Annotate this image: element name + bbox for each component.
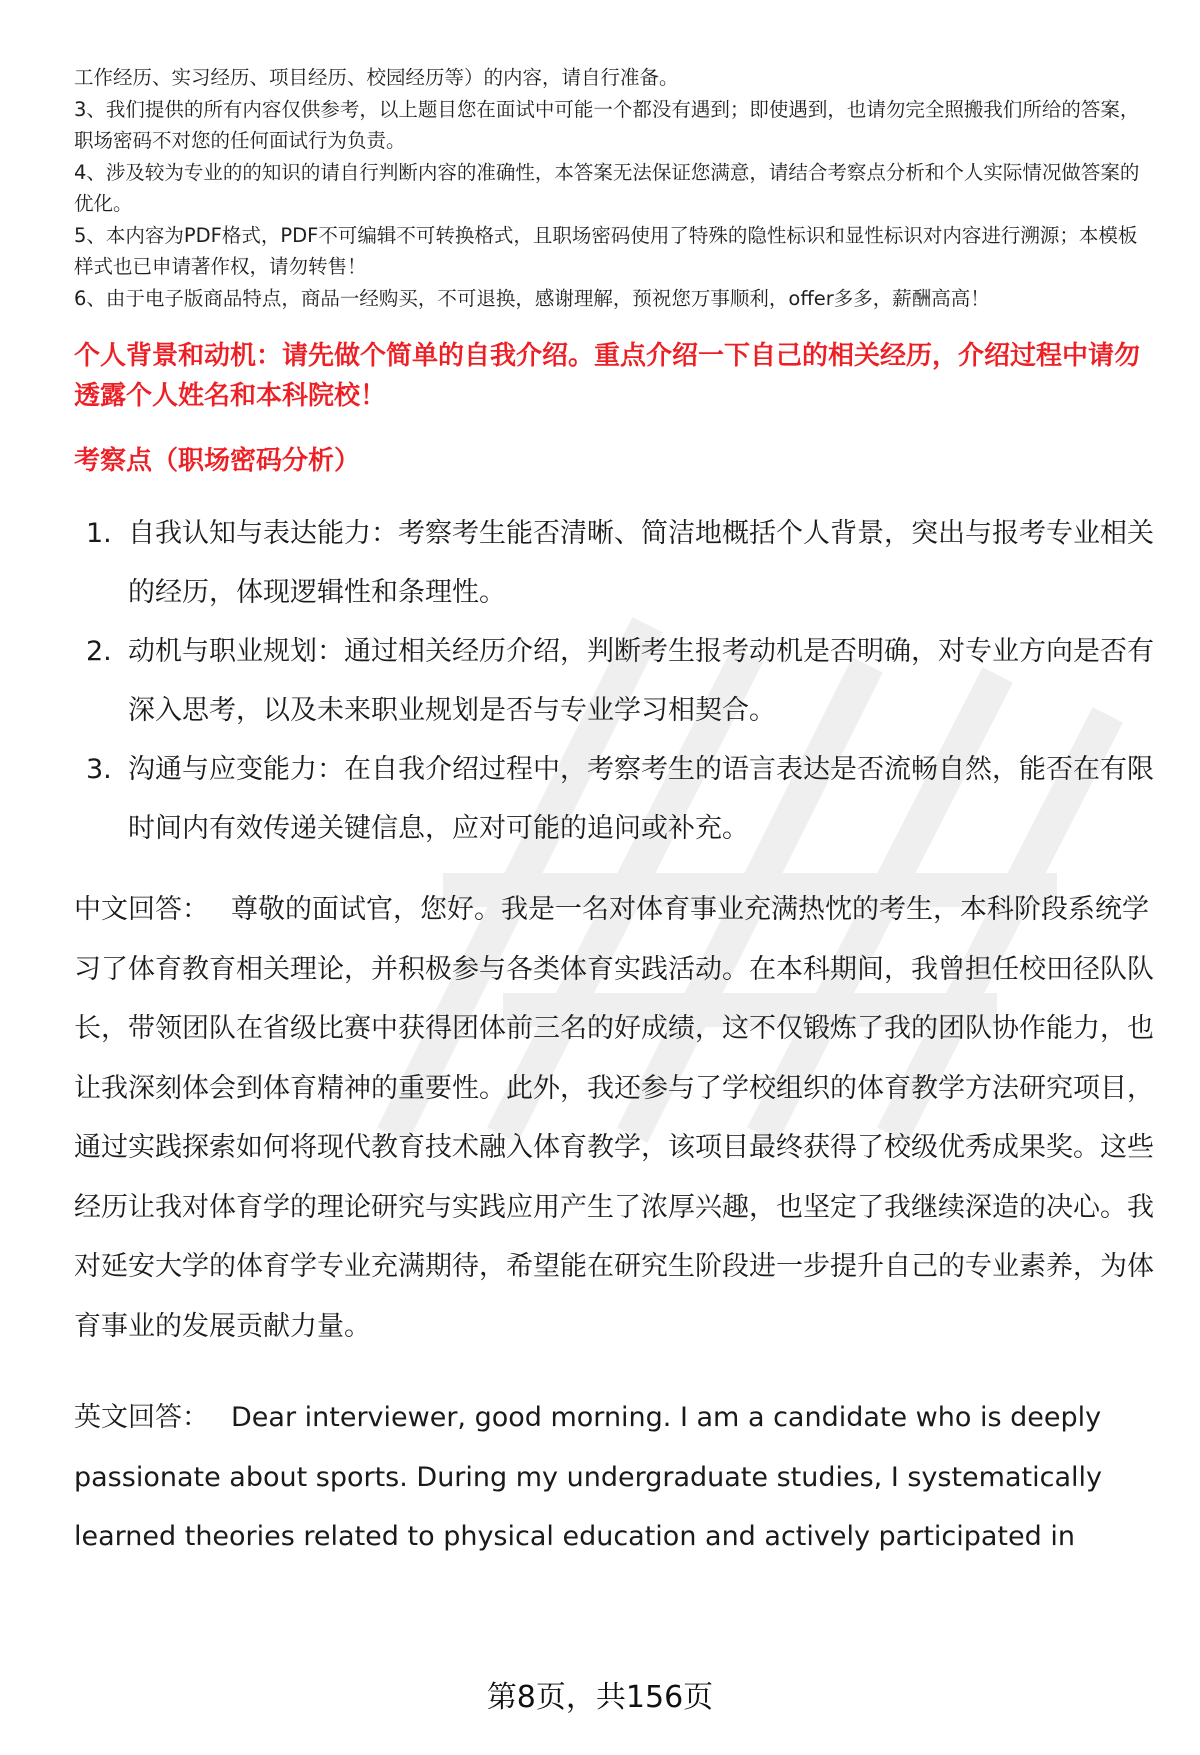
- question-heading: 个人背景和动机：请先做个简单的自我介绍。重点介绍一下自己的相关经历，介绍过程中请勿透露个人姓名和本科院校！: [74, 341, 1141, 411]
- notice-item: 3、我们提供的所有内容仅供参考，以上题目您在面试中可能一个都没有遇到；即使遇到，也请勿完全照搬我们所给的答案，职场密码不对您的任何面试行为负责。: [74, 97, 1140, 152]
- answer-chinese-text: 尊敬的面试官，您好。我是一名对体育事业充满热忱的考生，本科阶段系统学习了体育教育相关理论，并积极参与各类体育实践活动。在本科期间，我曾担任校田径队队长，带领团队在省级比赛中获得团体前三名的好成绩，这不仅锻炼了我的团队协作能力，也让我深刻体会到体育精神的重要性。此外，我还参与了学校组织的体育教学方法研究项目，通过实践探索如何将现代教育技术融入体育教学，该项目最终获得了校级优秀成果奖。这些经历让我对体育学的理论研究与实践应用产生了浓厚兴趣，也坚定了我继续深造的决心。我对延安大学的体育学专业充满期待，希望能在研究生阶段进一步提升自己的专业素养，为体育事业的发展贡献力量。: [74, 894, 1154, 1342]
- analysis-heading: 考察点（职场密码分析）: [74, 446, 361, 476]
- page-number: 第8页，共156页: [486, 1680, 714, 1715]
- notice-list: [74, 62, 1154, 314]
- notice-item: 工作经历、实习经历、项目经历、校园经历等）的内容，请自行准备。: [74, 66, 679, 89]
- analysis-point: [74, 504, 1154, 622]
- answer-english: [74, 1388, 1154, 1567]
- point-number: 1.: [86, 518, 112, 549]
- point-number: 3.: [86, 754, 112, 785]
- page-content: [74, 62, 1154, 1567]
- analysis-point: [74, 740, 1154, 858]
- point-text: 动机与职业规划：通过相关经历介绍，判断考生报考动机是否明确，对专业方向是否有深入思考，以及未来职业规划是否与专业学习相契合。: [128, 636, 1154, 726]
- answer-english-label: 英文回答：: [74, 1402, 209, 1433]
- point-text: 沟通与应变能力：在自我介绍过程中，考察考生的语言表达是否流畅自然，能否在有限时间内有效传递关键信息，应对可能的追问或补充。: [128, 754, 1154, 844]
- answer-chinese-label: 中文回答：: [74, 894, 209, 925]
- notice-item: 5、本内容为PDF格式，PDF不可编辑不可转换格式，且职场密码使用了特殊的隐性标识和显性标识对内容进行溯源；本模板样式也已申请著作权，请勿转售！: [74, 223, 1138, 278]
- point-number: 2.: [86, 636, 112, 667]
- notice-item: 4、涉及较为专业的的知识的请自行判断内容的准确性，本答案无法保证您满意，请结合考察点分析和个人实际情况做答案的优化。: [74, 160, 1140, 215]
- answer-english-text: Dear interviewer, good morning. I am a candidate who is deeply passionate about sports. During my undergraduate studies, I systematically learned theories related to physical education and actively participated in: [74, 1402, 1102, 1552]
- analysis-points-list: [74, 504, 1154, 858]
- point-text: 自我认知与表达能力：考察考生能否清晰、简洁地概括个人背景，突出与报考专业相关的经历，体现逻辑性和条理性。: [128, 518, 1154, 608]
- analysis-point: [74, 622, 1154, 740]
- notice-item: 6、由于电子版商品特点，商品一经购买，不可退换，感谢理解，预祝您万事顺利，offer多多，薪酬高高！: [74, 286, 990, 310]
- answer-chinese: [74, 880, 1154, 1356]
